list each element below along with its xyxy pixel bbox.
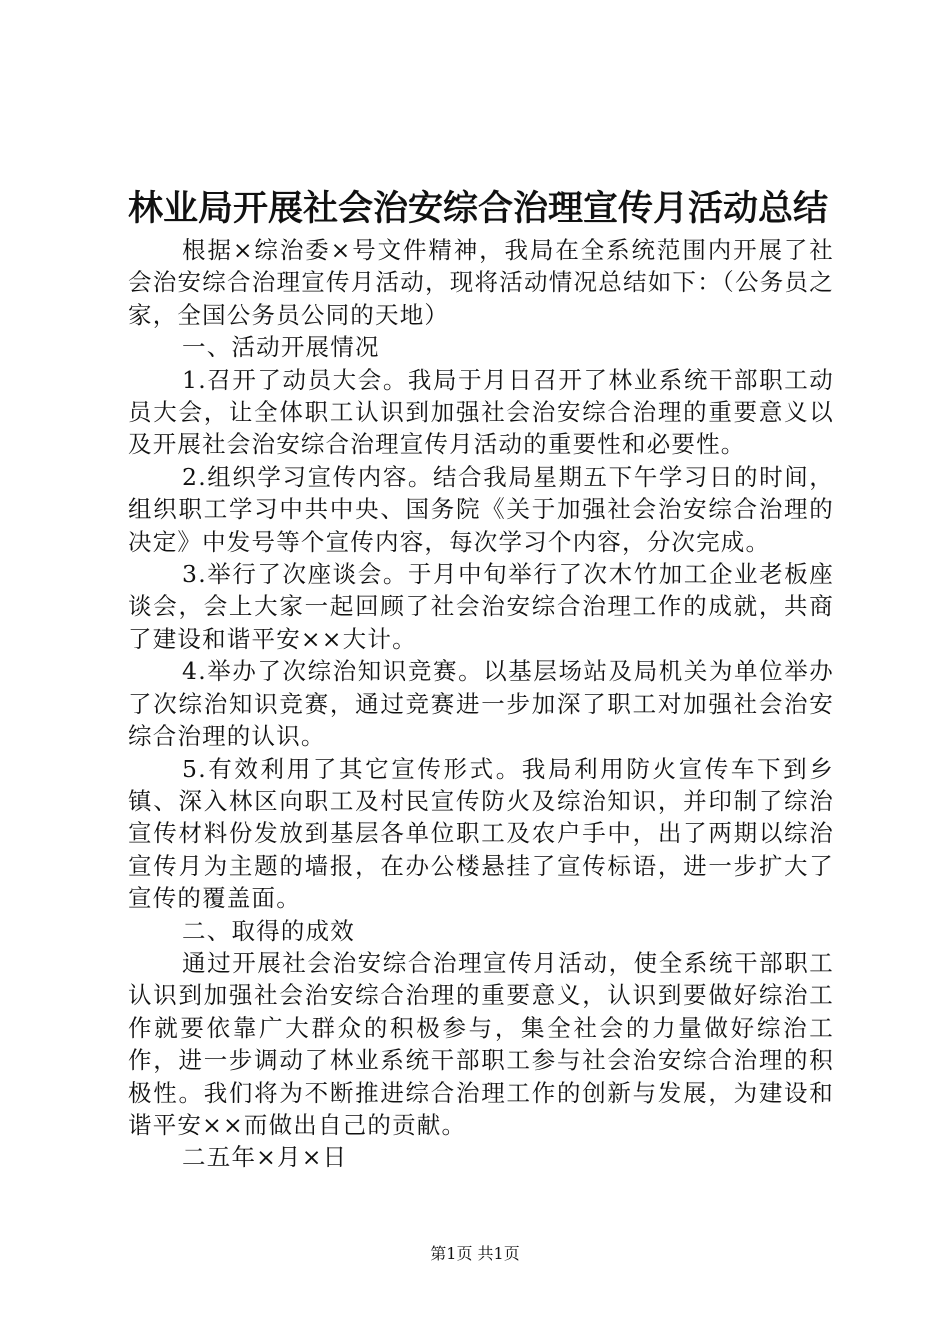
activity-item-3: 3.举行了次座谈会。于月中旬举行了次木竹加工企业老板座谈会，会上大家一起回顾了社会治安综合治理工作的成就，共商了建设和谐平安××大计。 — [128, 560, 834, 653]
section-heading-activities: 一、活动开展情况 — [182, 333, 380, 362]
document-body — [128, 234, 834, 1174]
page-number-footer: 第1页 共1页 — [430, 1244, 520, 1263]
document-date: 二五年×月×日 — [182, 1143, 348, 1172]
results-paragraph: 通过开展社会治安综合治理宣传月活动，使全系统干部职工认识到加强社会治安综合治理的重要意义，认识到要做好综治工作就要依靠广大群众的积极参与，集全社会的力量做好综治工作，进一步调动了林业系统干部职工参与社会治安综合治理的积极性。我们将为不断推进综合治理工作的创新与发展，为建设和谐平安××而做出自己的贡献。 — [128, 948, 834, 1139]
intro-paragraph: 根据×综治委×号文件精神，我局在全系统范围内开展了社会治安综合治理宣传月活动，现将活动情况总结如下：（公务员之家，全国公务员公同的天地） — [128, 236, 834, 329]
document-title: 林业局开展社会治安综合治理宣传月活动总结 — [128, 188, 829, 229]
activity-item-2: 2.组织学习宣传内容。结合我局星期五下午学习日的时间，组织职工学习中共中央、国务院《关于加强社会治安综合治理的决定》中发号等个宣传内容，每次学习个内容，分次完成。 — [128, 462, 834, 556]
activity-item-5: 5.有效利用了其它宣传形式。我局利用防火宣传车下到乡镇、深入林区向职工及村民宣传防火及综治知识，并印制了综治宣传材料份发放到基层各单位职工及农户手中，出了两期以综治宣传月为主题的墙报，在办公楼悬挂了宣传标语，进一步扩大了宣传的覆盖面。 — [128, 754, 834, 913]
activity-item-1: 1.召开了动员大会。我局于月日召开了林业系统干部职工动员大会，让全体职工认识到加强社会治安综合治理的重要意义以及开展社会治安综合治理宣传月活动的重要性和必要性。 — [128, 365, 834, 459]
section-heading-results: 二、取得的成效 — [182, 916, 355, 945]
activity-item-4: 4.举办了次综治知识竞赛。以基层场站及局机关为单位举办了次综治知识竞赛，通过竞赛进一步加深了职工对加强社会治安综合治理的认识。 — [128, 657, 834, 751]
